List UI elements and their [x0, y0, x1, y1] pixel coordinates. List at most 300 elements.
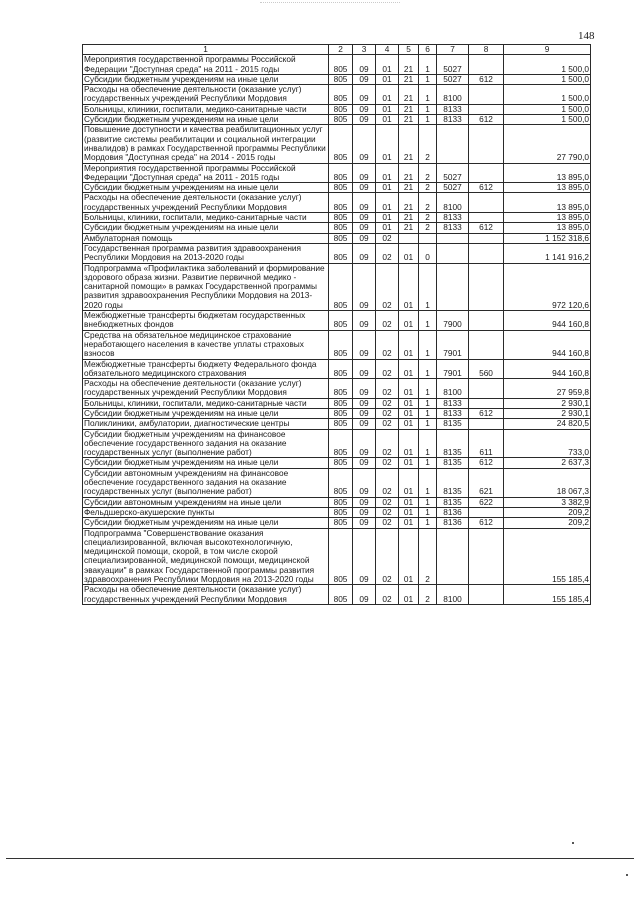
row-name: Субсидии бюджетным учреждениям на финансовое обеспечение государственного задания на оказание государственных услуг (выполнение работ)	[83, 429, 329, 458]
row-name: Субсидии бюджетным учреждениям на иные цели	[83, 115, 329, 125]
code-subsection: 01	[376, 213, 399, 223]
code-section: 09	[353, 330, 376, 359]
code-admin: 805	[329, 243, 353, 263]
code-program: 21	[399, 163, 419, 183]
row-name: Расходы на обеспечение деятельности (оказание услуг) государственных учреждений Республики Мордовия	[83, 85, 329, 105]
code-subprogram: 2	[419, 528, 437, 585]
column-header: 9	[504, 45, 591, 55]
code-direction: 5027	[437, 183, 469, 193]
code-admin: 805	[329, 85, 353, 105]
code-section: 09	[353, 497, 376, 507]
amount: 13 895,0	[504, 163, 591, 183]
code-program: 21	[399, 74, 419, 84]
row-name: Субсидии автономным учреждениям на иные цели	[83, 497, 329, 507]
code-expense-type	[469, 507, 504, 517]
code-section: 09	[353, 507, 376, 517]
amount: 13 895,0	[504, 213, 591, 223]
code-direction: 8136	[437, 518, 469, 528]
code-section: 09	[353, 85, 376, 105]
code-subsection: 02	[376, 468, 399, 497]
scan-speck	[626, 874, 628, 876]
code-subprogram: 1	[419, 408, 437, 418]
code-program: 01	[399, 243, 419, 263]
code-subprogram: 1	[419, 104, 437, 114]
code-section: 09	[353, 163, 376, 183]
code-section: 09	[353, 359, 376, 379]
code-subprogram: 2	[419, 183, 437, 193]
amount: 27 790,0	[504, 125, 591, 163]
row-name: Государственная программа развития здравоохранения Республики Мордовия на 2013-2020 годы	[83, 243, 329, 263]
code-admin: 805	[329, 468, 353, 497]
amount: 209,2	[504, 507, 591, 517]
code-program: 21	[399, 125, 419, 163]
code-subprogram: 1	[419, 419, 437, 429]
code-program: 01	[399, 263, 419, 310]
code-expense-type: 622	[469, 497, 504, 507]
code-subsection: 02	[376, 263, 399, 310]
code-program: 01	[399, 429, 419, 458]
amount: 1 500,0	[504, 115, 591, 125]
table-row	[83, 311, 591, 331]
code-admin: 805	[329, 223, 353, 233]
code-program: 21	[399, 115, 419, 125]
code-subsection: 02	[376, 398, 399, 408]
table-row	[83, 213, 591, 223]
code-direction: 8133	[437, 398, 469, 408]
code-expense-type: 611	[469, 429, 504, 458]
code-direction: 8133	[437, 104, 469, 114]
table-row	[83, 125, 591, 163]
table-row	[83, 398, 591, 408]
column-header: 4	[376, 45, 399, 55]
page-bottom-rule	[6, 858, 634, 859]
table-row	[83, 419, 591, 429]
code-subsection: 02	[376, 458, 399, 468]
code-section: 09	[353, 193, 376, 213]
table-row	[83, 359, 591, 379]
code-expense-type	[469, 419, 504, 429]
code-subsection: 01	[376, 223, 399, 233]
code-program: 01	[399, 585, 419, 605]
code-subprogram: 2	[419, 125, 437, 163]
table-row	[83, 330, 591, 359]
code-subprogram: 1	[419, 507, 437, 517]
code-expense-type	[469, 213, 504, 223]
code-expense-type	[469, 104, 504, 114]
code-expense-type	[469, 585, 504, 605]
code-direction: 7901	[437, 359, 469, 379]
amount: 733,0	[504, 429, 591, 458]
code-section: 09	[353, 398, 376, 408]
row-name: Мероприятия государственной программы Российской Федерации "Доступная среда" на 2011 - 2015 годы	[83, 55, 329, 75]
code-admin: 805	[329, 379, 353, 399]
code-section: 09	[353, 263, 376, 310]
code-expense-type	[469, 379, 504, 399]
code-subsection: 02	[376, 585, 399, 605]
code-subsection: 02	[376, 507, 399, 517]
code-subsection: 01	[376, 104, 399, 114]
code-subsection: 01	[376, 193, 399, 213]
row-name: Больницы, клиники, госпитали, медико-санитарные части	[83, 398, 329, 408]
table-row	[83, 223, 591, 233]
code-subprogram: 1	[419, 497, 437, 507]
code-direction	[437, 233, 469, 243]
code-section: 09	[353, 223, 376, 233]
code-subprogram: 1	[419, 429, 437, 458]
code-program: 01	[399, 458, 419, 468]
code-expense-type	[469, 85, 504, 105]
amount: 1 152 318,6	[504, 233, 591, 243]
code-section: 09	[353, 408, 376, 418]
column-header: 7	[437, 45, 469, 55]
code-subprogram: 1	[419, 74, 437, 84]
amount: 2 930,1	[504, 398, 591, 408]
code-section: 09	[353, 55, 376, 75]
code-admin: 805	[329, 458, 353, 468]
code-program: 01	[399, 468, 419, 497]
code-admin: 805	[329, 193, 353, 213]
code-direction: 8135	[437, 429, 469, 458]
code-expense-type	[469, 243, 504, 263]
amount: 13 895,0	[504, 193, 591, 213]
code-section: 09	[353, 183, 376, 193]
column-number-row	[83, 45, 591, 55]
code-direction: 8135	[437, 458, 469, 468]
code-expense-type	[469, 330, 504, 359]
code-subprogram	[419, 233, 437, 243]
code-subprogram: 2	[419, 163, 437, 183]
code-subsection: 01	[376, 85, 399, 105]
code-expense-type	[469, 233, 504, 243]
code-program: 01	[399, 359, 419, 379]
amount: 944 160,8	[504, 330, 591, 359]
row-name: Амбулаторная помощь	[83, 233, 329, 243]
code-expense-type	[469, 125, 504, 163]
code-subprogram: 1	[419, 115, 437, 125]
row-name: Расходы на обеспечение деятельности (оказание услуг) государственных учреждений Республики Мордовия	[83, 379, 329, 399]
code-direction: 5027	[437, 55, 469, 75]
code-expense-type: 612	[469, 518, 504, 528]
code-direction: 8135	[437, 468, 469, 497]
code-program: 01	[399, 497, 419, 507]
code-subsection: 02	[376, 518, 399, 528]
code-admin: 805	[329, 233, 353, 243]
code-program: 01	[399, 419, 419, 429]
code-admin: 805	[329, 55, 353, 75]
code-subprogram: 1	[419, 458, 437, 468]
code-expense-type	[469, 193, 504, 213]
code-subprogram: 2	[419, 213, 437, 223]
code-subsection: 01	[376, 55, 399, 75]
row-name: Межбюджетные трансферты бюджетам государственных внебюджетных фондов	[83, 311, 329, 331]
table-row	[83, 468, 591, 497]
code-direction: 8136	[437, 507, 469, 517]
code-subsection: 02	[376, 243, 399, 263]
table-row	[83, 74, 591, 84]
code-subprogram: 1	[419, 55, 437, 75]
code-section: 09	[353, 125, 376, 163]
code-subsection: 01	[376, 183, 399, 193]
table-row	[83, 518, 591, 528]
code-program: 21	[399, 213, 419, 223]
code-section: 09	[353, 518, 376, 528]
code-direction: 8133	[437, 408, 469, 418]
code-program: 21	[399, 193, 419, 213]
code-expense-type	[469, 163, 504, 183]
code-program: 01	[399, 330, 419, 359]
amount: 2 930,1	[504, 408, 591, 418]
amount: 27 959,8	[504, 379, 591, 399]
code-section: 09	[353, 429, 376, 458]
code-direction: 5027	[437, 74, 469, 84]
code-direction: 7900	[437, 311, 469, 331]
code-direction: 8100	[437, 585, 469, 605]
code-admin: 805	[329, 213, 353, 223]
code-admin: 805	[329, 497, 353, 507]
code-subsection: 02	[376, 429, 399, 458]
table-row	[83, 55, 591, 75]
code-program: 21	[399, 104, 419, 114]
code-expense-type: 621	[469, 468, 504, 497]
code-admin: 805	[329, 115, 353, 125]
code-program: 01	[399, 507, 419, 517]
table-row	[83, 243, 591, 263]
amount: 972 120,6	[504, 263, 591, 310]
code-expense-type	[469, 398, 504, 408]
table-row	[83, 183, 591, 193]
code-subsection: 02	[376, 233, 399, 243]
code-section: 09	[353, 115, 376, 125]
code-section: 09	[353, 213, 376, 223]
code-subprogram: 1	[419, 398, 437, 408]
amount: 155 185,4	[504, 585, 591, 605]
row-name: Субсидии бюджетным учреждениям на иные цели	[83, 183, 329, 193]
code-expense-type: 612	[469, 74, 504, 84]
code-subprogram: 0	[419, 243, 437, 263]
row-name: Субсидии бюджетным учреждениям на иные цели	[83, 223, 329, 233]
code-direction: 8100	[437, 85, 469, 105]
code-subsection: 02	[376, 379, 399, 399]
code-direction: 8133	[437, 115, 469, 125]
table-row	[83, 233, 591, 243]
code-subsection: 01	[376, 125, 399, 163]
code-subprogram: 1	[419, 311, 437, 331]
code-direction	[437, 243, 469, 263]
amount: 13 895,0	[504, 183, 591, 193]
code-admin: 805	[329, 408, 353, 418]
code-admin: 805	[329, 419, 353, 429]
code-admin: 805	[329, 507, 353, 517]
amount: 944 160,8	[504, 311, 591, 331]
code-section: 09	[353, 104, 376, 114]
table-row	[83, 193, 591, 213]
code-expense-type	[469, 528, 504, 585]
code-program	[399, 233, 419, 243]
code-subsection: 01	[376, 163, 399, 183]
code-expense-type: 560	[469, 359, 504, 379]
code-subsection: 02	[376, 419, 399, 429]
code-direction	[437, 528, 469, 585]
code-subsection: 02	[376, 330, 399, 359]
code-admin: 805	[329, 518, 353, 528]
code-admin: 805	[329, 585, 353, 605]
amount: 1 141 916,2	[504, 243, 591, 263]
page-number: 148	[578, 30, 595, 42]
code-expense-type: 612	[469, 458, 504, 468]
column-header: 8	[469, 45, 504, 55]
column-header: 1	[83, 45, 329, 55]
code-direction	[437, 263, 469, 310]
code-direction: 5027	[437, 163, 469, 183]
amount: 1 500,0	[504, 74, 591, 84]
amount: 18 067,3	[504, 468, 591, 497]
amount: 944 160,8	[504, 359, 591, 379]
code-subprogram: 1	[419, 518, 437, 528]
code-subprogram: 2	[419, 223, 437, 233]
code-program: 21	[399, 55, 419, 75]
code-expense-type	[469, 311, 504, 331]
code-expense-type	[469, 55, 504, 75]
column-header: 3	[353, 45, 376, 55]
row-name: Средства на обязательное медицинское страхование неработающего населения в качестве уплаты страховых взносов	[83, 330, 329, 359]
code-section: 09	[353, 74, 376, 84]
code-subprogram: 1	[419, 263, 437, 310]
code-admin: 805	[329, 528, 353, 585]
code-program: 21	[399, 183, 419, 193]
table-row	[83, 507, 591, 517]
table-row	[83, 85, 591, 105]
code-subprogram: 1	[419, 468, 437, 497]
scan-speck	[572, 842, 574, 844]
table-row	[83, 528, 591, 585]
amount: 24 820,5	[504, 419, 591, 429]
amount: 1 500,0	[504, 55, 591, 75]
table-row	[83, 379, 591, 399]
amount: 155 185,4	[504, 528, 591, 585]
code-direction: 8133	[437, 223, 469, 233]
code-section: 09	[353, 419, 376, 429]
row-name: Субсидии бюджетным учреждениям на иные цели	[83, 408, 329, 418]
row-name: Расходы на обеспечение деятельности (оказание услуг) государственных учреждений Республики Мордовия	[83, 585, 329, 605]
code-admin: 805	[329, 330, 353, 359]
row-name: Больницы, клиники, госпитали, медико-санитарные части	[83, 104, 329, 114]
row-name: Субсидии бюджетным учреждениям на иные цели	[83, 458, 329, 468]
row-name: Подпрограмма «Профилактика заболеваний и формирование здорового образа жизни. Развитие первичной медико - санитарной помощи» в рамках Государственной программы развития здравоохранения Республики Мордовия на 2013-2020 годы	[83, 263, 329, 310]
table-row	[83, 104, 591, 114]
amount: 2 637,3	[504, 458, 591, 468]
table-row	[83, 115, 591, 125]
amount: 1 500,0	[504, 104, 591, 114]
code-program: 01	[399, 398, 419, 408]
row-name: Расходы на обеспечение деятельности (оказание услуг) государственных учреждений Республики Мордовия	[83, 193, 329, 213]
amount: 209,2	[504, 518, 591, 528]
amount: 13 895,0	[504, 223, 591, 233]
code-direction: 8100	[437, 193, 469, 213]
code-program: 01	[399, 518, 419, 528]
code-expense-type: 612	[469, 223, 504, 233]
code-direction: 7901	[437, 330, 469, 359]
code-subsection: 02	[376, 359, 399, 379]
column-header: 6	[419, 45, 437, 55]
row-name: Субсидии бюджетным учреждениям на иные цели	[83, 518, 329, 528]
code-direction: 8135	[437, 419, 469, 429]
code-program: 01	[399, 311, 419, 331]
code-subsection: 02	[376, 311, 399, 331]
column-header: 2	[329, 45, 353, 55]
code-subsection: 02	[376, 408, 399, 418]
code-admin: 805	[329, 163, 353, 183]
code-program: 01	[399, 379, 419, 399]
code-section: 09	[353, 458, 376, 468]
code-section: 09	[353, 468, 376, 497]
table-row	[83, 263, 591, 310]
code-admin: 805	[329, 359, 353, 379]
table-row	[83, 429, 591, 458]
code-admin: 805	[329, 74, 353, 84]
code-admin: 805	[329, 263, 353, 310]
row-name: Мероприятия государственной программы Российской Федерации "Доступная среда" на 2011 - 2015 годы	[83, 163, 329, 183]
code-program: 21	[399, 85, 419, 105]
code-subprogram: 1	[419, 379, 437, 399]
code-expense-type: 612	[469, 115, 504, 125]
amount: 3 382,9	[504, 497, 591, 507]
code-subsection: 02	[376, 497, 399, 507]
code-admin: 805	[329, 125, 353, 163]
code-subprogram: 1	[419, 330, 437, 359]
code-section: 09	[353, 311, 376, 331]
code-direction: 8100	[437, 379, 469, 399]
code-section: 09	[353, 585, 376, 605]
code-expense-type: 612	[469, 408, 504, 418]
code-admin: 805	[329, 104, 353, 114]
code-subsection: 01	[376, 74, 399, 84]
table-body	[83, 55, 591, 605]
row-name: Межбюджетные трансферты бюджету Федерального фонда обязательного медицинского страхования	[83, 359, 329, 379]
budget-table	[82, 44, 591, 605]
row-name: Фельдшерско-акушерские пункты	[83, 507, 329, 517]
row-name: Повышение доступности и качества реабилитационных услуг (развитие системы реабилитации и социальной интеграции инвалидов) в рамках Государственной программы Республики Мордовия "Доступная среда" на 2014 - 2015 годы	[83, 125, 329, 163]
code-program: 01	[399, 408, 419, 418]
code-direction: 8135	[437, 497, 469, 507]
code-subsection: 01	[376, 115, 399, 125]
code-admin: 805	[329, 429, 353, 458]
code-subprogram: 2	[419, 585, 437, 605]
row-name: Субсидии бюджетным учреждениям на иные цели	[83, 74, 329, 84]
code-admin: 805	[329, 398, 353, 408]
code-expense-type	[469, 263, 504, 310]
row-name: Поликлиники, амбулатории, диагностические центры	[83, 419, 329, 429]
code-section: 09	[353, 233, 376, 243]
code-subprogram: 2	[419, 193, 437, 213]
amount: 1 500,0	[504, 85, 591, 105]
code-program: 01	[399, 528, 419, 585]
column-header: 5	[399, 45, 419, 55]
code-section: 09	[353, 528, 376, 585]
table-row	[83, 163, 591, 183]
row-name: Субсидии автономным учреждениям на финансовое обеспечение государственного задания на оказание государственных услуг (выполнение работ)	[83, 468, 329, 497]
code-admin: 805	[329, 183, 353, 193]
code-section: 09	[353, 379, 376, 399]
code-expense-type: 612	[469, 183, 504, 193]
code-subprogram: 1	[419, 85, 437, 105]
row-name: Подпрограмма "Совершенствование оказания специализированной, включая высокотехнологичную, медицинской помощи, скорой, в том числе скорой специализированной, медицинской помощи, медицинской эвакуации" в рамках Государственной программы развития здравоохранения Республики Мордовия на 2013-2020 годы	[83, 528, 329, 585]
table-row	[83, 458, 591, 468]
code-program: 21	[399, 223, 419, 233]
code-direction: 8133	[437, 213, 469, 223]
code-subsection: 02	[376, 528, 399, 585]
code-section: 09	[353, 243, 376, 263]
code-direction	[437, 125, 469, 163]
